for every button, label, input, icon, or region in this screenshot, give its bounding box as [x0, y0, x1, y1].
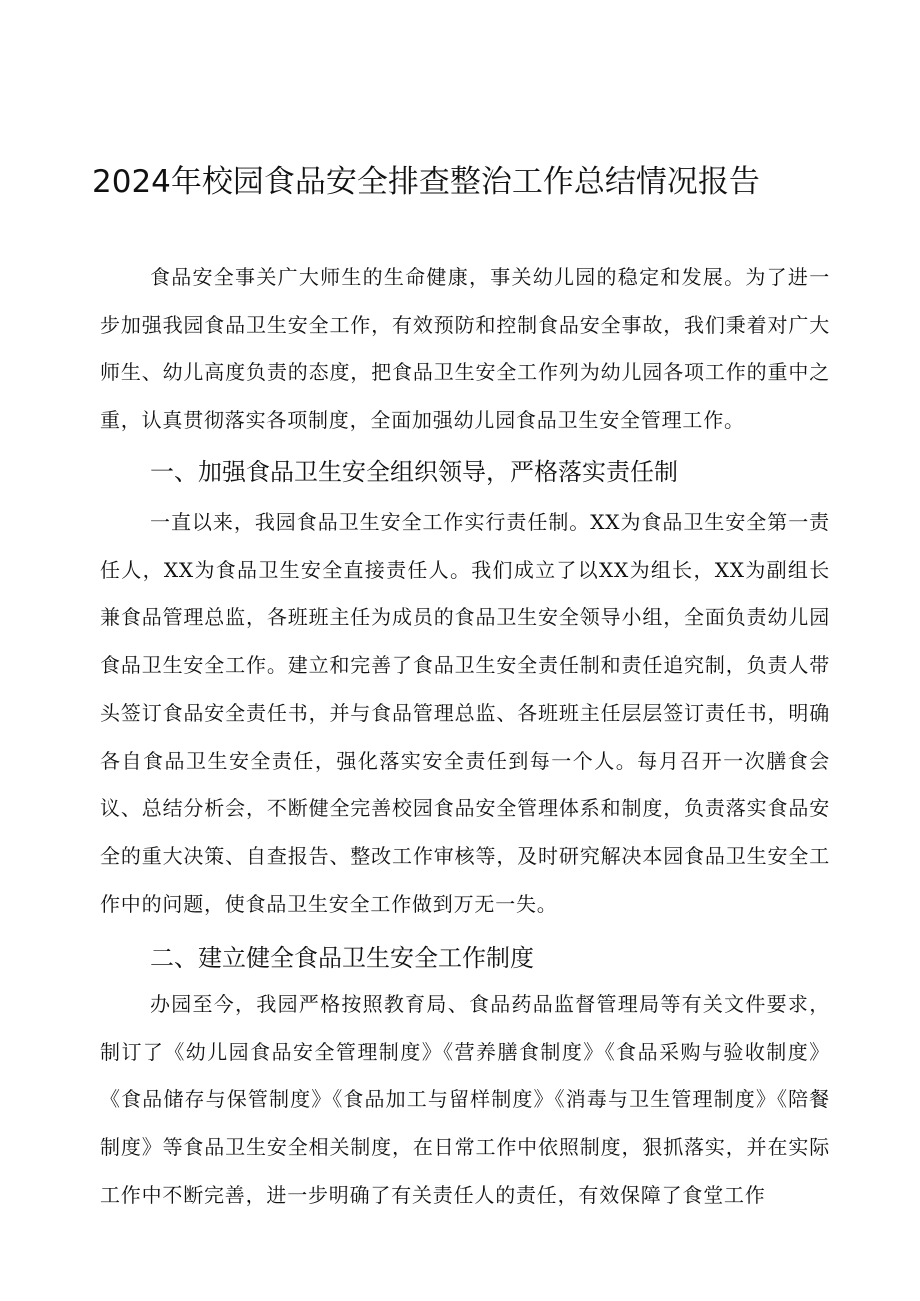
- section-paragraph-1: 一直以来，我园食品卫生安全工作实行责任制。XX为食品卫生安全第一责任人，XX为食品卫生安全直接责任人。我们成立了以XX为组长，XX为副组长兼食品管理总监，各班班主任为成员的食品卫生安全领导小组，全面负责幼儿园食品卫生安全工作。建立和完善了食品卫生安全责任制和责任追究制，负责人带头签订食品安全责任书，并与食品管理总监、各班班主任层层签订责任书，明确各自食品卫生安全责任，强化落实安全责任到每一个人。每月召开一次膳食会议、总结分析会，不断健全完善校园食品安全管理体系和制度，负责落实食品安全的重大决策、自查报告、整改工作审核等，及时研究解决本园食品卫生安全工作中的问题，使食品卫生安全工作做到万无一失。: [100, 510, 830, 916]
- section-heading-2: 二、建立健全食品卫生安全工作制度: [150, 944, 534, 972]
- intro-paragraph: 食品安全事关广大师生的生命健康，事关幼儿园的稳定和发展。为了进一步加强我园食品卫生安全工作，有效预防和控制食品安全事故，我们秉着对广大师生、幼儿高度负责的态度，把食品卫生安全工作列为幼儿园各项工作的重中之重，认真贯彻落实各项制度，全面加强幼儿园食品卫生安全管理工作。: [100, 265, 830, 433]
- document-title: 2024年校园食品安全排查整治工作总结情况报告: [92, 164, 760, 200]
- section-paragraph-2: 办园至今，我园严格按照教育局、食品药品监督管理局等有关文件要求，制订了《幼儿园食品安全管理制度》《营养膳食制度》《食品采购与验收制度》《食品储存与保管制度》《食品加工与留样制度》《消毒与卫生管理制度》《陪餐制度》等食品卫生安全相关制度，在日常工作中依照制度，狠抓落实，并在实际工作中不断完善，进一步明确了有关责任人的责任，有效保障了食堂工作: [100, 992, 830, 1207]
- section-heading-1: 一、加强食品卫生安全组织领导，严格落实责任制: [150, 458, 678, 486]
